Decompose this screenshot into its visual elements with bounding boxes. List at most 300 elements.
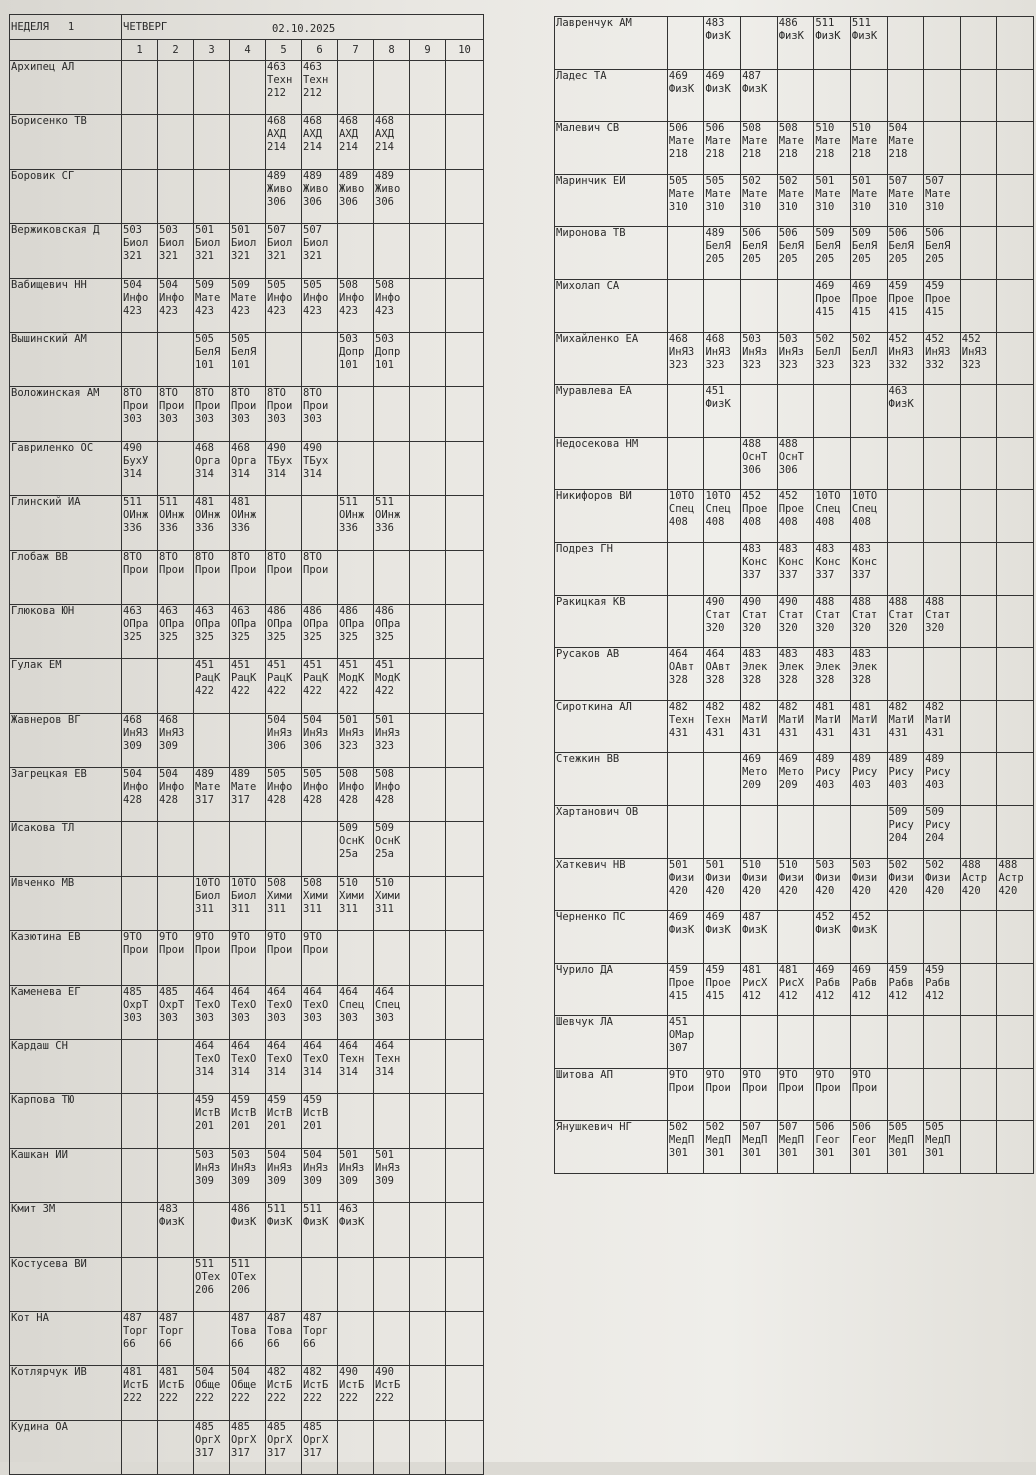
group-number: 489 [375,169,394,182]
subject-abbr: Прои [231,563,257,576]
subject-abbr: ИнЯЗ [888,345,914,358]
lesson-cell [741,805,778,858]
room-number: 310 [705,200,725,213]
group-number: 482 [925,700,945,713]
group-number: 490 [375,1366,394,1379]
subject-abbr: ИнЯз [267,726,293,739]
teacher-row [10,876,484,930]
room-number: 206 [195,1283,214,1296]
room-number: 314 [123,467,142,480]
lesson-cell [777,437,814,490]
room-number: 323 [339,739,358,752]
lesson-cell [338,985,374,1039]
group-number: 511 [375,496,394,509]
lesson-cell [741,69,778,122]
subject-abbr: РисХ [778,976,804,989]
lesson-cell [374,1311,410,1365]
room-number: 420 [705,884,725,897]
lesson-cell [446,278,484,332]
subject-abbr: Элек [815,661,841,674]
lesson-cell [338,496,374,550]
group-number: 482 [888,700,908,713]
lesson-cell [158,278,194,332]
subject-abbr: Стат [778,608,804,621]
subject-abbr: ИстВ [267,1107,293,1120]
lesson-cell [410,822,446,876]
group-number: 468 [231,441,250,454]
room-number: 309 [159,739,178,752]
lesson-cell [814,122,851,175]
lesson-cell [924,1121,961,1174]
room-number: 301 [668,1147,688,1160]
subject-abbr: ФизК [159,1216,185,1229]
lesson-cell [158,332,194,386]
lesson-cell [960,227,997,280]
lesson-cell [924,17,961,70]
lesson-cell [667,753,704,806]
lesson-cell [410,332,446,386]
subject-abbr: ОПра [231,617,257,630]
room-number: 303 [159,413,178,426]
lesson-cell [704,753,741,806]
teacher-name: Недосекова НМ [555,437,668,490]
lesson-cell [122,1094,158,1148]
subject-abbr: Биол [267,237,293,250]
lesson-cell [302,1148,338,1202]
subject-abbr: ИнЯз [339,1161,365,1174]
teacher-row [555,1121,1034,1174]
room-number: 303 [123,1011,142,1024]
lesson-cell [814,332,851,385]
group-number: 508 [267,876,286,889]
subject-abbr: Техн [339,1053,365,1066]
room-number: 320 [925,621,945,634]
group-number: 464 [303,1040,322,1053]
group-number: 490 [303,441,322,454]
lesson-cell [122,876,158,930]
subject-abbr: ИнЯз [742,345,768,358]
subject-abbr: ОПра [159,617,185,630]
room-number: 314 [303,467,322,480]
lesson-cell [122,1420,158,1474]
group-number: 481 [123,1366,142,1379]
lesson-cell [704,227,741,280]
teacher-name: Ракицкая КВ [555,595,668,648]
group-number: 463 [267,61,286,73]
room-number: 431 [888,726,908,739]
room-number: 337 [851,568,871,581]
lesson-cell [704,69,741,122]
subject-abbr: Прои [815,1081,841,1094]
room-number: 323 [778,358,798,371]
lesson-cell [887,1121,924,1174]
subject-abbr: Мате [851,135,878,148]
lesson-cell [814,385,851,438]
lesson-cell [266,115,302,169]
group-number: 503 [195,1148,214,1161]
group-number: 481 [195,496,214,509]
group-number: 505 [668,174,688,187]
room-number: 403 [888,779,908,792]
lesson-cell [887,911,924,964]
lesson-cell [887,542,924,595]
lesson-cell [704,490,741,543]
lesson-cell [122,61,158,115]
teacher-name: Черненко ПС [555,911,668,964]
room-number: 222 [231,1392,250,1405]
group-number: 459 [925,963,945,976]
teacher-row [10,441,484,495]
lesson-cell [960,1016,997,1069]
lesson-cell [302,1311,338,1365]
lesson-cell [230,659,266,713]
lesson-cell [194,550,230,604]
lesson-cell [374,876,410,930]
lesson-cell [741,542,778,595]
room-number: 412 [925,989,945,1002]
group-number: 464 [339,985,358,998]
lesson-cell [338,931,374,985]
group-number: 483 [851,648,871,661]
week-number: 1 [67,20,75,33]
room-number: 101 [339,358,358,371]
teacher-name: Маринчик ЕИ [555,174,668,227]
teacher-name: Вержиковская Д [10,224,122,278]
room-number: 420 [742,884,762,897]
lesson-cell [122,1257,158,1311]
group-number: 511 [339,496,358,509]
lesson-cell [850,69,887,122]
room-number: 301 [815,1147,835,1160]
subject-abbr: ИнЯз [231,1161,257,1174]
lesson-cell [122,496,158,550]
lesson-cell [230,1366,266,1420]
teacher-name: Янушкевич НГ [555,1121,668,1174]
group-number: 489 [339,169,358,182]
group-number: 505 [231,332,250,345]
lesson-cell [960,1068,997,1121]
subject-abbr: Мате [925,187,951,200]
period-header: 9 [410,40,446,61]
lesson-cell [410,713,446,767]
lesson-cell [338,768,374,822]
subject-abbr: ФизК [851,924,878,937]
lesson-cell [741,490,778,543]
room-number: 325 [159,630,178,643]
room-number: 309 [123,739,142,752]
header-row [10,15,484,40]
room-number: 332 [925,358,945,371]
teacher-row [10,931,484,985]
group-number: 485 [303,1420,322,1433]
lesson-cell [446,1420,484,1474]
lesson-cell [446,224,484,278]
lesson-cell [667,332,704,385]
room-number: 321 [303,250,322,263]
subject-abbr: Прои [303,400,329,413]
room-number: 323 [742,358,762,371]
room-number: 218 [778,148,798,161]
group-number: 482 [742,700,762,713]
room-number: 325 [375,630,394,643]
group-number: 501 [668,858,688,871]
lesson-cell [887,1016,924,1069]
lesson-cell [777,227,814,280]
group-number: 486 [267,604,286,617]
lesson-cell [741,17,778,70]
room-number: 321 [195,250,214,263]
lesson-cell [122,332,158,386]
lesson-cell [960,17,997,70]
subject-abbr: Мате [778,135,804,148]
lesson-cell [741,1016,778,1069]
room-number: 403 [851,779,871,792]
lesson-cell [158,496,194,550]
room-number: 222 [303,1392,322,1405]
teacher-row [555,805,1034,858]
lesson-cell [814,595,851,648]
lesson-cell [302,1094,338,1148]
lesson-cell [960,542,997,595]
group-number: 485 [195,1420,214,1433]
room-number: 306 [303,739,322,752]
room-number: 303 [267,413,286,426]
group-number: 503 [851,858,871,871]
lesson-cell [704,542,741,595]
room-number: 328 [778,674,798,687]
lesson-cell [410,604,446,658]
subject-abbr: ФизК [339,1216,365,1229]
subject-abbr: ОргХ [231,1433,257,1446]
subject-abbr: ОснТ [742,450,768,463]
group-number: 482 [705,700,725,713]
lesson-cell [158,659,194,713]
group-number: 508 [375,278,394,291]
lesson-cell [924,542,961,595]
group-number: 452 [742,490,762,503]
lesson-cell [960,174,997,227]
subject-abbr: Стат [815,608,841,621]
group-number: 489 [851,753,871,766]
subject-abbr: ФизК [705,924,731,937]
lesson-cell [194,822,230,876]
subject-abbr: Рису [851,766,878,779]
group-number: 504 [267,713,286,726]
lesson-cell [667,69,704,122]
lesson-cell [887,174,924,227]
group-number: 509 [375,822,394,835]
room-number: 205 [742,253,762,266]
room-number: 204 [925,831,945,844]
group-number: 507 [925,174,945,187]
room-number: 205 [778,253,798,266]
group-number: 489 [231,768,250,781]
group-number: 482 [267,1366,286,1379]
subject-abbr: МодК [375,672,401,685]
room-number: 218 [705,148,725,161]
lesson-cell [194,659,230,713]
teacher-name: Боровик СГ [10,169,122,223]
room-number: 317 [303,1446,322,1459]
lesson-cell [850,437,887,490]
room-number: 222 [123,1392,142,1405]
lesson-cell [338,61,374,115]
group-number: 502 [815,332,835,345]
teacher-row [555,858,1034,911]
lesson-cell [777,1016,814,1069]
subject-abbr: Мате [815,187,841,200]
group-number: 508 [339,768,358,781]
lesson-cell [887,17,924,70]
group-number: 8ТО [159,550,178,563]
subject-abbr: Хими [303,889,329,902]
lesson-cell [302,115,338,169]
subject-abbr: Живо [303,182,329,195]
group-number: 451 [303,659,322,672]
group-number: 451 [668,1016,688,1029]
group-number: 8ТО [267,550,286,563]
lesson-cell [777,279,814,332]
subject-abbr: Стат [888,608,914,621]
room-number: 336 [375,522,394,535]
subject-abbr: Рису [888,766,914,779]
lesson-cell [887,595,924,648]
room-number: 303 [303,413,322,426]
lesson-cell [158,550,194,604]
lesson-cell [446,1311,484,1365]
group-number: 511 [231,1257,250,1270]
subject-abbr: ОТех [231,1270,257,1283]
lesson-cell [194,768,230,822]
room-number: 323 [668,358,688,371]
room-number: 201 [231,1120,250,1133]
lesson-cell [850,1068,887,1121]
lesson-cell [777,122,814,175]
room-number: 25а [339,848,358,861]
group-number: 501 [705,858,725,871]
subject-abbr: ИнЯЗ [123,726,149,739]
group-number: 489 [303,169,322,182]
lesson-cell [960,1121,997,1174]
lesson-cell [850,542,887,595]
group-number: 8ТО [231,387,250,400]
subject-abbr: Мето [778,766,804,779]
group-number: 481 [778,963,798,976]
room-number: 320 [705,621,725,634]
subject-abbr: Мате [815,135,841,148]
teacher-row [555,542,1034,595]
subject-abbr: Живо [339,182,365,195]
group-number: 452 [815,911,835,924]
lesson-cell [924,911,961,964]
group-number: 504 [231,1366,250,1379]
lesson-cell [338,169,374,223]
lesson-cell [338,115,374,169]
lesson-cell [302,1257,338,1311]
group-number: 10ТО [668,490,695,503]
lesson-cell [302,659,338,713]
lesson-cell [850,490,887,543]
lesson-cell [410,441,446,495]
group-number: 469 [851,963,871,976]
room-number: 408 [778,516,798,529]
lesson-cell [997,700,1034,753]
teacher-row [555,700,1034,753]
subject-abbr: Мате [851,187,878,200]
lesson-cell [410,1040,446,1094]
group-number: 488 [998,858,1018,871]
group-number: 468 [705,332,725,345]
subject-abbr: Физи [815,871,841,884]
lesson-cell [704,1068,741,1121]
group-number: 487 [159,1311,178,1324]
subject-abbr: Прое [888,292,914,305]
subject-abbr: ОИнж [375,509,401,522]
room-number: 321 [123,250,142,263]
teacher-row [10,387,484,441]
group-number: 8ТО [159,387,178,400]
group-number: 10ТО [815,490,841,503]
room-number: 314 [303,1066,322,1079]
teacher-name: Кардаш СН [10,1040,122,1094]
room-number: 320 [778,621,798,634]
lesson-cell [122,1040,158,1094]
lesson-cell [338,1203,374,1257]
group-number: 504 [159,768,178,781]
subject-abbr: Прое [742,503,768,516]
lesson-cell [158,1311,194,1365]
lesson-cell [777,911,814,964]
lesson-cell [374,1257,410,1311]
lesson-cell [122,224,158,278]
lesson-cell [410,659,446,713]
room-number: 310 [778,200,798,213]
subject-abbr: Элек [851,661,878,674]
room-number: 431 [851,726,871,739]
group-number: 511 [195,1257,214,1270]
lesson-cell [194,224,230,278]
lesson-cell [850,122,887,175]
lesson-cell [704,858,741,911]
lesson-cell [997,1121,1034,1174]
subject-abbr: Прое [778,503,804,516]
teacher-name: Казютина ЕВ [10,931,122,985]
subject-abbr: Прои [705,1081,731,1094]
lesson-cell [122,822,158,876]
lesson-cell [230,441,266,495]
lesson-cell [266,332,302,386]
group-number: 488 [815,595,835,608]
lesson-cell [338,1040,374,1094]
room-number: 408 [851,516,871,529]
group-number: 8ТО [303,550,322,563]
group-number: 509 [925,805,945,818]
subject-abbr: РацК [303,672,329,685]
room-number: 422 [303,685,322,698]
lesson-cell [814,1016,851,1069]
room-number: 317 [231,1446,250,1459]
lesson-cell [302,768,338,822]
subject-abbr: ИнЯз [375,726,401,739]
subject-abbr: ОснТ [778,450,804,463]
group-number: 503 [231,1148,250,1161]
lesson-cell [741,279,778,332]
lesson-cell [667,17,704,70]
room-number: 301 [851,1147,871,1160]
group-number: 485 [267,1420,286,1433]
subject-abbr: БелЯ [778,240,804,253]
lesson-cell [667,648,704,701]
